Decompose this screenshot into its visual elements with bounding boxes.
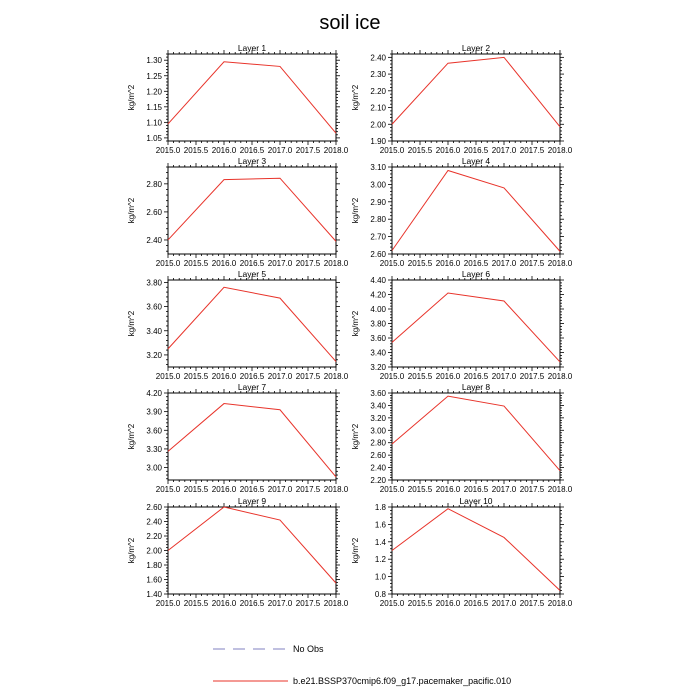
legend xyxy=(213,644,511,686)
series-line xyxy=(168,507,336,583)
x-tick-label: 2016.5 xyxy=(239,485,265,494)
panel-layer-6 xyxy=(351,269,573,381)
series-line xyxy=(392,57,560,126)
y-tick-label: 2.40 xyxy=(146,517,162,527)
y-tick-label: 1.40 xyxy=(146,590,162,599)
x-tick-label: 2017.0 xyxy=(491,485,517,494)
x-tick-label: 2015.5 xyxy=(183,372,209,381)
plot-frame xyxy=(168,167,336,254)
y-axis-label: kg/m^2 xyxy=(351,84,360,111)
y-tick-label: 4.00 xyxy=(370,305,386,314)
x-tick-label: 2015.0 xyxy=(379,259,405,268)
y-tick-label: 1.15 xyxy=(146,102,162,112)
y-tick-label: 2.40 xyxy=(370,463,386,473)
series-line xyxy=(392,170,560,251)
y-tick-label: 4.20 xyxy=(146,389,162,398)
x-tick-label: 2015.5 xyxy=(183,146,209,155)
x-tick-label: 2015.0 xyxy=(379,485,405,494)
series-line xyxy=(168,178,336,241)
y-tick-label: 2.20 xyxy=(370,476,386,485)
series-line xyxy=(392,509,560,591)
x-tick-label: 2016.5 xyxy=(239,146,265,155)
x-tick-label: 2017.0 xyxy=(267,372,293,381)
x-tick-label: 2018.0 xyxy=(547,146,573,155)
y-tick-label: 3.40 xyxy=(370,348,386,358)
x-tick-label: 2018.0 xyxy=(323,599,349,608)
x-tick-label: 2016.5 xyxy=(463,485,489,494)
y-tick-label: 1.25 xyxy=(146,71,162,81)
y-tick-label: 2.60 xyxy=(370,250,386,259)
panel-layer-9 xyxy=(127,496,349,608)
y-tick-label: 3.10 xyxy=(370,163,386,172)
x-tick-label: 2017.0 xyxy=(267,599,293,608)
x-tick-label: 2018.0 xyxy=(323,146,349,155)
panel-layer-8 xyxy=(351,382,573,494)
x-tick-label: 2016.0 xyxy=(435,599,461,608)
panel-title: Layer 10 xyxy=(459,496,493,506)
x-tick-label: 2016.0 xyxy=(435,146,461,155)
panel-title: Layer 7 xyxy=(237,382,267,392)
y-axis-label: kg/m^2 xyxy=(351,423,360,450)
x-tick-label: 2018.0 xyxy=(323,259,349,268)
x-tick-label: 2016.0 xyxy=(435,485,461,494)
y-tick-label: 2.20 xyxy=(146,532,162,541)
x-tick-label: 2015.5 xyxy=(407,259,433,268)
y-tick-label: 2.60 xyxy=(370,451,386,461)
x-tick-label: 2015.0 xyxy=(155,259,181,268)
y-tick-label: 2.40 xyxy=(146,235,162,245)
panel-title: Layer 5 xyxy=(237,269,267,279)
y-tick-label: 2.80 xyxy=(370,215,386,225)
y-tick-label: 1.4 xyxy=(374,537,386,547)
y-tick-label: 1.60 xyxy=(146,575,162,585)
x-tick-label: 2015.0 xyxy=(155,372,181,381)
panel-layer-2 xyxy=(351,43,573,155)
x-tick-label: 2015.5 xyxy=(407,372,433,381)
x-tick-label: 2016.5 xyxy=(239,599,265,608)
x-tick-label: 2016.0 xyxy=(211,599,237,608)
legend-label-no-obs: No Obs xyxy=(293,644,324,654)
y-tick-label: 1.20 xyxy=(146,87,162,97)
x-tick-label: 2016.5 xyxy=(463,259,489,268)
x-tick-label: 2018.0 xyxy=(547,259,573,268)
y-tick-label: 3.00 xyxy=(146,463,162,473)
x-tick-label: 2016.5 xyxy=(239,259,265,268)
x-tick-label: 2016.0 xyxy=(435,259,461,268)
y-tick-label: 1.6 xyxy=(374,520,386,530)
x-tick-label: 2017.0 xyxy=(267,259,293,268)
plot-frame xyxy=(392,280,560,367)
x-tick-label: 2016.0 xyxy=(211,485,237,494)
y-tick-label: 3.60 xyxy=(146,426,162,436)
plot-frame xyxy=(168,507,336,594)
x-tick-label: 2017.5 xyxy=(519,485,545,494)
series-line xyxy=(168,287,336,361)
y-tick-label: 3.30 xyxy=(146,444,162,454)
y-axis-label: kg/m^2 xyxy=(127,310,136,337)
x-tick-label: 2017.5 xyxy=(519,599,545,608)
y-tick-label: 1.80 xyxy=(146,561,162,570)
y-tick-label: 3.20 xyxy=(370,413,386,423)
x-tick-label: 2017.5 xyxy=(295,372,321,381)
series-line xyxy=(168,404,336,477)
series-line xyxy=(392,396,560,471)
y-tick-label: 3.80 xyxy=(146,278,162,288)
series-line xyxy=(168,62,336,133)
panel-title: Layer 6 xyxy=(461,269,491,279)
y-tick-label: 2.90 xyxy=(370,197,386,207)
x-tick-label: 2017.5 xyxy=(295,485,321,494)
x-tick-label: 2017.0 xyxy=(267,146,293,155)
y-tick-label: 3.40 xyxy=(370,401,386,411)
y-tick-label: 2.20 xyxy=(370,86,386,96)
y-tick-label: 4.20 xyxy=(370,290,386,300)
x-tick-label: 2015.0 xyxy=(379,146,405,155)
y-tick-label: 3.00 xyxy=(370,180,386,190)
x-tick-label: 2017.5 xyxy=(295,259,321,268)
panel-layer-7 xyxy=(127,382,349,494)
legend-label-model: b.e21.BSSP370cmip6.f09_g17.pacemaker_pacific.010 xyxy=(293,676,512,686)
x-tick-label: 2015.0 xyxy=(379,372,405,381)
y-tick-label: 3.60 xyxy=(370,389,386,398)
y-tick-label: 1.8 xyxy=(374,503,386,512)
x-tick-label: 2017.0 xyxy=(491,259,517,268)
y-tick-label: 2.10 xyxy=(370,103,386,113)
x-tick-label: 2015.5 xyxy=(407,599,433,608)
y-tick-label: 2.80 xyxy=(370,438,386,448)
x-tick-label: 2016.5 xyxy=(463,146,489,155)
y-axis-label: kg/m^2 xyxy=(351,310,360,337)
y-tick-label: 2.00 xyxy=(370,120,386,130)
plot-frame xyxy=(392,393,560,480)
panel-title: Layer 9 xyxy=(237,496,267,506)
x-tick-label: 2016.0 xyxy=(211,146,237,155)
y-tick-label: 3.80 xyxy=(370,319,386,329)
y-tick-label: 3.90 xyxy=(146,407,162,417)
y-axis-label: kg/m^2 xyxy=(351,197,360,224)
x-tick-label: 2015.5 xyxy=(407,485,433,494)
x-tick-label: 2015.0 xyxy=(155,485,181,494)
x-tick-label: 2015.0 xyxy=(155,146,181,155)
y-tick-label: 1.2 xyxy=(374,555,386,565)
x-tick-label: 2017.5 xyxy=(519,259,545,268)
x-tick-label: 2018.0 xyxy=(323,485,349,494)
x-tick-label: 2017.0 xyxy=(491,599,517,608)
x-tick-label: 2016.0 xyxy=(435,372,461,381)
series-line xyxy=(392,293,560,362)
y-tick-label: 1.05 xyxy=(146,133,162,143)
panel-layer-4 xyxy=(351,156,573,268)
y-tick-label: 2.60 xyxy=(146,503,162,512)
panel-title: Layer 8 xyxy=(461,382,491,392)
x-tick-label: 2017.5 xyxy=(295,599,321,608)
plot-frame xyxy=(168,54,336,141)
y-tick-label: 2.60 xyxy=(146,207,162,217)
x-tick-label: 2017.5 xyxy=(519,372,545,381)
y-axis-label: kg/m^2 xyxy=(127,84,136,111)
x-tick-label: 2018.0 xyxy=(547,485,573,494)
panel-grid xyxy=(127,43,573,608)
y-tick-label: 2.00 xyxy=(146,546,162,556)
panel-title: Layer 4 xyxy=(461,156,491,166)
y-tick-label: 2.40 xyxy=(370,53,386,63)
panel-layer-1 xyxy=(127,43,349,155)
x-tick-label: 2017.0 xyxy=(491,146,517,155)
y-axis-label: kg/m^2 xyxy=(351,537,360,564)
x-tick-label: 2016.5 xyxy=(463,372,489,381)
x-tick-label: 2015.5 xyxy=(407,146,433,155)
y-tick-label: 2.70 xyxy=(370,232,386,242)
figure-title: soil ice xyxy=(319,12,381,34)
y-tick-label: 1.0 xyxy=(374,572,386,582)
x-tick-label: 2015.5 xyxy=(183,485,209,494)
y-tick-label: 3.60 xyxy=(370,334,386,343)
panel-layer-3 xyxy=(127,156,349,268)
plot-frame xyxy=(392,167,560,254)
plot-frame xyxy=(392,507,560,594)
x-tick-label: 2015.0 xyxy=(155,599,181,608)
x-tick-label: 2017.0 xyxy=(491,372,517,381)
x-tick-label: 2016.0 xyxy=(211,372,237,381)
y-tick-label: 2.30 xyxy=(370,70,386,80)
x-tick-label: 2016.0 xyxy=(211,259,237,268)
x-tick-label: 2017.0 xyxy=(267,485,293,494)
x-tick-label: 2018.0 xyxy=(547,372,573,381)
y-tick-label: 3.40 xyxy=(146,326,162,336)
x-tick-label: 2018.0 xyxy=(323,372,349,381)
y-tick-label: 0.8 xyxy=(374,590,386,599)
panel-layer-10 xyxy=(351,496,573,608)
x-tick-label: 2017.5 xyxy=(295,146,321,155)
panel-title: Layer 2 xyxy=(461,43,491,53)
panel-title: Layer 1 xyxy=(237,43,267,53)
x-tick-label: 2015.5 xyxy=(183,259,209,268)
x-tick-label: 2017.5 xyxy=(519,146,545,155)
y-tick-label: 1.30 xyxy=(146,56,162,66)
y-tick-label: 3.60 xyxy=(146,302,162,312)
x-tick-label: 2018.0 xyxy=(547,599,573,608)
x-tick-label: 2015.5 xyxy=(183,599,209,608)
y-tick-label: 4.40 xyxy=(370,276,386,285)
plot-frame xyxy=(168,393,336,480)
y-tick-label: 3.20 xyxy=(370,363,386,372)
y-axis-label: kg/m^2 xyxy=(127,423,136,450)
y-tick-label: 2.80 xyxy=(146,179,162,189)
x-tick-label: 2016.5 xyxy=(239,372,265,381)
panel-title: Layer 3 xyxy=(237,156,267,166)
y-tick-label: 1.90 xyxy=(370,137,386,146)
y-axis-label: kg/m^2 xyxy=(127,537,136,564)
x-tick-label: 2016.5 xyxy=(463,599,489,608)
y-tick-label: 1.10 xyxy=(146,118,162,128)
y-tick-label: 3.00 xyxy=(370,426,386,436)
y-tick-label: 3.20 xyxy=(146,350,162,360)
x-tick-label: 2015.0 xyxy=(379,599,405,608)
y-axis-label: kg/m^2 xyxy=(127,197,136,224)
panel-layer-5 xyxy=(127,269,349,381)
